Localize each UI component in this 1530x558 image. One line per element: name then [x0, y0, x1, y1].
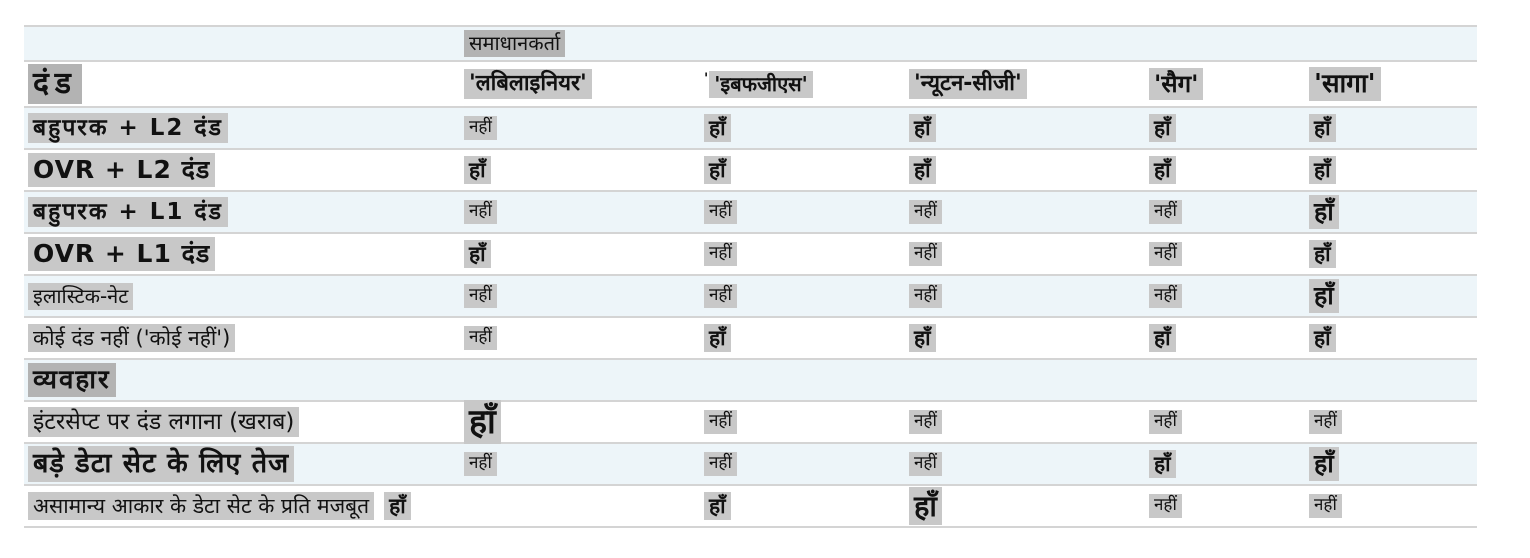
- column-header-liblinear: 'लबिलाइनियर': [464, 69, 592, 99]
- cell-value: नहीं: [1149, 410, 1182, 433]
- cell-value: नहीं: [704, 284, 737, 307]
- cell-value: नहीं: [704, 452, 737, 475]
- column-header-cell: [905, 69, 1145, 99]
- cell-value: हाँ: [909, 487, 942, 525]
- table-row-solvers-group: [24, 27, 1477, 62]
- cell-value: हाँ: [1149, 114, 1176, 142]
- cell-value: हाँ: [1149, 324, 1176, 352]
- cell-value: हाँ: [704, 492, 731, 520]
- row-label: बड़े डेटा सेट के लिए तेज: [28, 446, 294, 482]
- table-row-behaviors-section: [24, 360, 1477, 402]
- solver-comparison-table: [24, 25, 1477, 528]
- column-header-lbfgs: 'इबफजीएस': [709, 71, 813, 98]
- cell-value: नहीं: [1149, 494, 1182, 517]
- cell-value: नहीं: [909, 410, 942, 433]
- row-label: इंटरसेप्ट पर दंड लगाना (खराब): [28, 407, 299, 438]
- behaviors-section-label: व्यवहार: [28, 363, 116, 398]
- cell-value: हाँ: [1309, 240, 1336, 268]
- cell-value: नहीं: [704, 410, 737, 433]
- cell-value: नहीं: [1149, 200, 1182, 223]
- cell-value: नहीं: [1309, 494, 1342, 517]
- cell-value: हाँ: [464, 156, 491, 184]
- cell-value: नहीं: [464, 200, 497, 223]
- stray-quote: ': [704, 70, 709, 87]
- cell-value: हाँ: [1309, 447, 1339, 480]
- cell-value: हाँ: [1309, 195, 1339, 228]
- cell-value: नहीं: [909, 242, 942, 265]
- cell-value: हाँ: [1149, 156, 1176, 184]
- solvers-group-label: समाधानकर्ता: [464, 30, 565, 57]
- cell-value: हाँ: [909, 156, 936, 184]
- cell-value: हाँ: [464, 240, 491, 268]
- cell-value: हाँ: [1309, 279, 1339, 312]
- row-label: OVR + L2 दंड: [28, 153, 215, 186]
- cell-value: नहीं: [464, 452, 497, 475]
- table-row-faster-large-datasets: [24, 444, 1477, 486]
- penalties-section-label: दंड: [28, 64, 82, 104]
- column-header-newton-cg: 'न्यूटन-सीजी': [909, 69, 1027, 99]
- table-row-multinomial-l2: [24, 108, 1477, 150]
- cell-value: हाँ: [909, 324, 936, 352]
- cell-value: नहीं: [464, 116, 497, 139]
- table-row-ovr-l1: [24, 234, 1477, 276]
- cell-value: नहीं: [704, 242, 737, 265]
- cell-value: नहीं: [1149, 242, 1182, 265]
- cell-value: हाँ: [1309, 324, 1336, 352]
- table-row-elastic-net: [24, 276, 1477, 318]
- column-header-cell: [1145, 68, 1305, 100]
- row-label: बहुपरक + L2 दंड: [28, 113, 228, 144]
- table-row-multinomial-l1: [24, 192, 1477, 234]
- table-row-ovr-l2: [24, 150, 1477, 192]
- cell-value: नहीं: [464, 326, 497, 349]
- column-header-sag: 'सैग': [1149, 68, 1203, 100]
- column-header-cell: [700, 71, 905, 98]
- row-label: OVR + L1 दंड: [28, 237, 215, 270]
- column-header-cell: [460, 69, 700, 99]
- column-header-cell: [1305, 67, 1477, 102]
- row-label: असामान्य आकार के डेटा सेट के प्रति मजबूत: [28, 492, 374, 520]
- cell-value: नहीं: [909, 452, 942, 475]
- penalties-header-cell: [24, 64, 460, 104]
- row-label: बहुपरक + L1 दंड: [28, 197, 228, 228]
- row-label: कोई दंड नहीं ('कोई नहीं'): [28, 324, 235, 352]
- table-row-column-headers: [24, 62, 1477, 108]
- cell-value: नहीं: [704, 200, 737, 223]
- cell-value: हाँ: [1149, 450, 1176, 478]
- cell-value: हाँ: [704, 324, 731, 352]
- cell-value: नहीं: [909, 200, 942, 223]
- cell-value: हाँ: [1309, 114, 1336, 142]
- table-row-robust-unscaled-datasets: [24, 486, 1477, 528]
- cell-value: हाँ: [384, 492, 411, 520]
- table-row-no-penalty: [24, 318, 1477, 360]
- cell-value: नहीं: [1309, 410, 1342, 433]
- cell-value: नहीं: [909, 284, 942, 307]
- cell-value: हाँ: [1309, 156, 1336, 184]
- cell-value: हाँ: [909, 114, 936, 142]
- column-header-saga: 'सागा': [1309, 67, 1381, 102]
- cell-value: नहीं: [464, 284, 497, 307]
- solvers-group-cell: [460, 30, 700, 57]
- cell-value: हाँ: [704, 114, 731, 142]
- cell-value: हाँ: [464, 400, 501, 445]
- table-row-penalize-intercept: [24, 402, 1477, 444]
- cell-value: हाँ: [704, 156, 731, 184]
- cell-value: नहीं: [1149, 284, 1182, 307]
- row-label: इलास्टिक-नेट: [28, 283, 133, 310]
